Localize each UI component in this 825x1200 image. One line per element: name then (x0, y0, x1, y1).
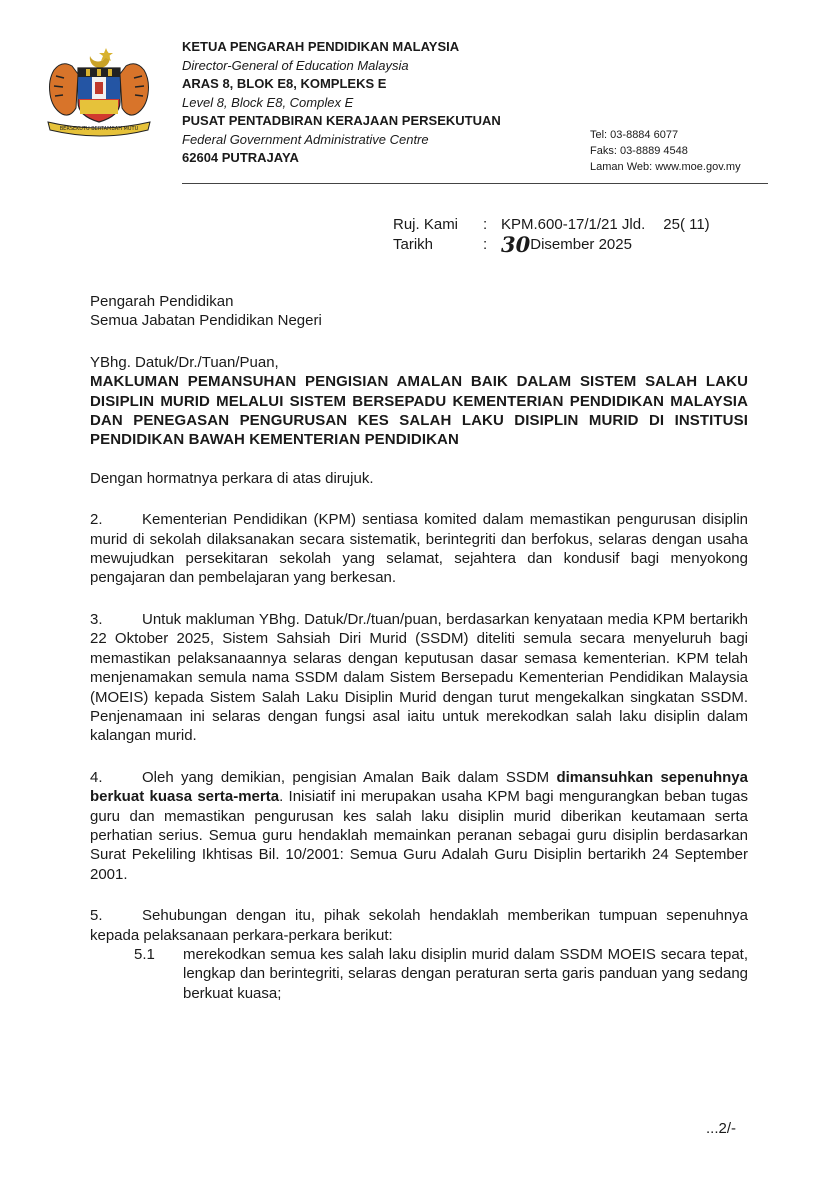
date-rest: Disember 2025 (530, 236, 632, 253)
subparagraph-5-1: 5.1 merekodkan semua kes salah laku disiplin murid dalam SSDM MOEIS secara tepat, lengkap dan berintegriti, selaras dengan peraturan serta garis panduan yang sedang berkuat kuasa; (90, 945, 748, 1003)
salutation: YBhg. Datuk/Dr./Tuan/Puan, (90, 353, 279, 371)
header-postcode: 62604 PUTRAJAYA (182, 150, 299, 165)
paragraph-5: 5. Sehubungan dengan itu, pihak sekolah hendaklah memberikan tumpuan sepenuhnya kepada pelaksanaan perkara-perkara berikut: (90, 907, 748, 944)
subject-heading: MAKLUMAN PEMANSUHAN PENGISIAN AMALAN BAIK DALAM SISTEM SALAH LAKU DISIPLIN MURID MELALUI SISTEM BERSEPADU KEMENTERIAN PENDIDIKAN MALAYSIA DAN PENEGASAN PENGURUSAN KES SALAH LAKU DISIPLIN MURID DI INSTITUSI PENDIDIKAN BAWAH KEMENTERIAN PENDIDIKAN (90, 373, 748, 449)
header-address-1-en: Level 8, Block E8, Complex E (182, 94, 354, 110)
paragraph-number: 5. (90, 907, 103, 925)
header-address-2: PUSAT PENTADBIRAN KERAJAAN PERSEKUTUAN (182, 113, 501, 128)
paragraph-number: 4. (90, 768, 103, 786)
paragraph-number: 2. (90, 511, 103, 529)
paragraph-2: 2. Kementerian Pendidikan (KPM) sentiasa komited dalam memastikan pengurusan disiplin murid di sekolah dilaksanakan secara sistematik, berintegriti dan berfokus, selaras dengan usaha mewujudkan persekitaran sekolah yang selamat, sejahtera dan kondusif bagi menyokong pengajaran dan pembelajaran yang berkesan. (90, 511, 748, 587)
ref-value: KPM.600-17/1/21 Jld. (501, 216, 646, 233)
letterhead (182, 38, 501, 168)
subparagraph-number: 5.1 (134, 945, 155, 963)
page-indicator: ...2/- (706, 1120, 737, 1137)
ref-label: Ruj. Kami (393, 216, 459, 233)
contact-block (590, 127, 741, 175)
emphasis-text: dimansuhkan sepenuhnya berkuat kuasa serta-merta (90, 768, 748, 806)
addressee-line-1: Pengarah Pendidikan (90, 293, 234, 310)
header-address-2-en: Federal Government Administrative Centre (182, 131, 429, 147)
paragraph-number: 3. (90, 610, 103, 628)
header-divider (182, 183, 768, 184)
ref-handwritten: 25( 11) (663, 216, 710, 233)
reference-block: Ruj. Kami : KPM.600-17/1/21 Jld. 25( 11) Tarikh : 30 Disember 2025 (393, 216, 710, 257)
date-label: Tarikh (393, 236, 434, 253)
greeting: Dengan hormatnya perkara di atas dirujuk. (90, 469, 374, 487)
header-address-1: ARAS 8, BLOK E8, KOMPLEKS E (182, 76, 387, 91)
header-title: KETUA PENGARAH PENDIDIKAN MALAYSIA (182, 39, 460, 54)
header-title-en: Director-General of Education Malaysia (182, 57, 409, 73)
paragraph-3: 3. Untuk makluman YBhg. Datuk/Dr./tuan/puan, berdasarkan kenyataan media KPM bertarikh 22 Oktober 2025, Sistem Sahsiah Diri Murid (SSDM) diteliti semula secara menyeluruh bagi memastikan pelaksanaannya selaras dengan keputusan dasar semasa kementerian. KPM telah menjenamakan semula nama SSDM dalam Sistem Bersepadu Kementerian Pendidikan Malaysia (MOEIS) kepada Sistem Salah Laku Disiplin Murid dengan turut mengekalkan singkatan SSDM. Penjenamaan ini selaras dengan fungsi asal iaitu untuk merekodkan salah laku disiplin dalam kalangan murid. (90, 610, 748, 745)
contact-fax: Faks: 03-8889 4548 (590, 145, 688, 157)
contact-web: Laman Web: www.moe.gov.my (590, 161, 741, 173)
paragraph-4: 4. Oleh yang demikian, pengisian Amalan Baik dalam SSDM dimansuhkan sepenuhnya berkuat kuasa serta-merta. Inisiatif ini merupakan usaha KPM bagi mengurangkan beban tugas guru dan memastikan pengurusan kes salah laku disiplin murid diberikan keutamaan serta perhatian serius. Semua guru hendaklah memainkan peranan sebagai guru disiplin berdasarkan Surat Pekeliling Ikhtisas Bil. 10/2001: Semua Guru Adalah Guru Disiplin bertarikh 24 September 2001. (90, 768, 748, 883)
addressee-line-2: Semua Jabatan Pendidikan Negeri (90, 312, 322, 330)
date-day-handwritten: 30 (501, 232, 531, 257)
letter-body (90, 292, 748, 1003)
svg-text:BERSEKUTU BERTAMBAH MUTU: BERSEKUTU BERTAMBAH MUTU (59, 126, 139, 132)
contact-tel: Tel: 03-8884 6077 (590, 129, 679, 141)
malaysia-coat-of-arms-logo (40, 42, 158, 142)
addressee (90, 292, 748, 331)
